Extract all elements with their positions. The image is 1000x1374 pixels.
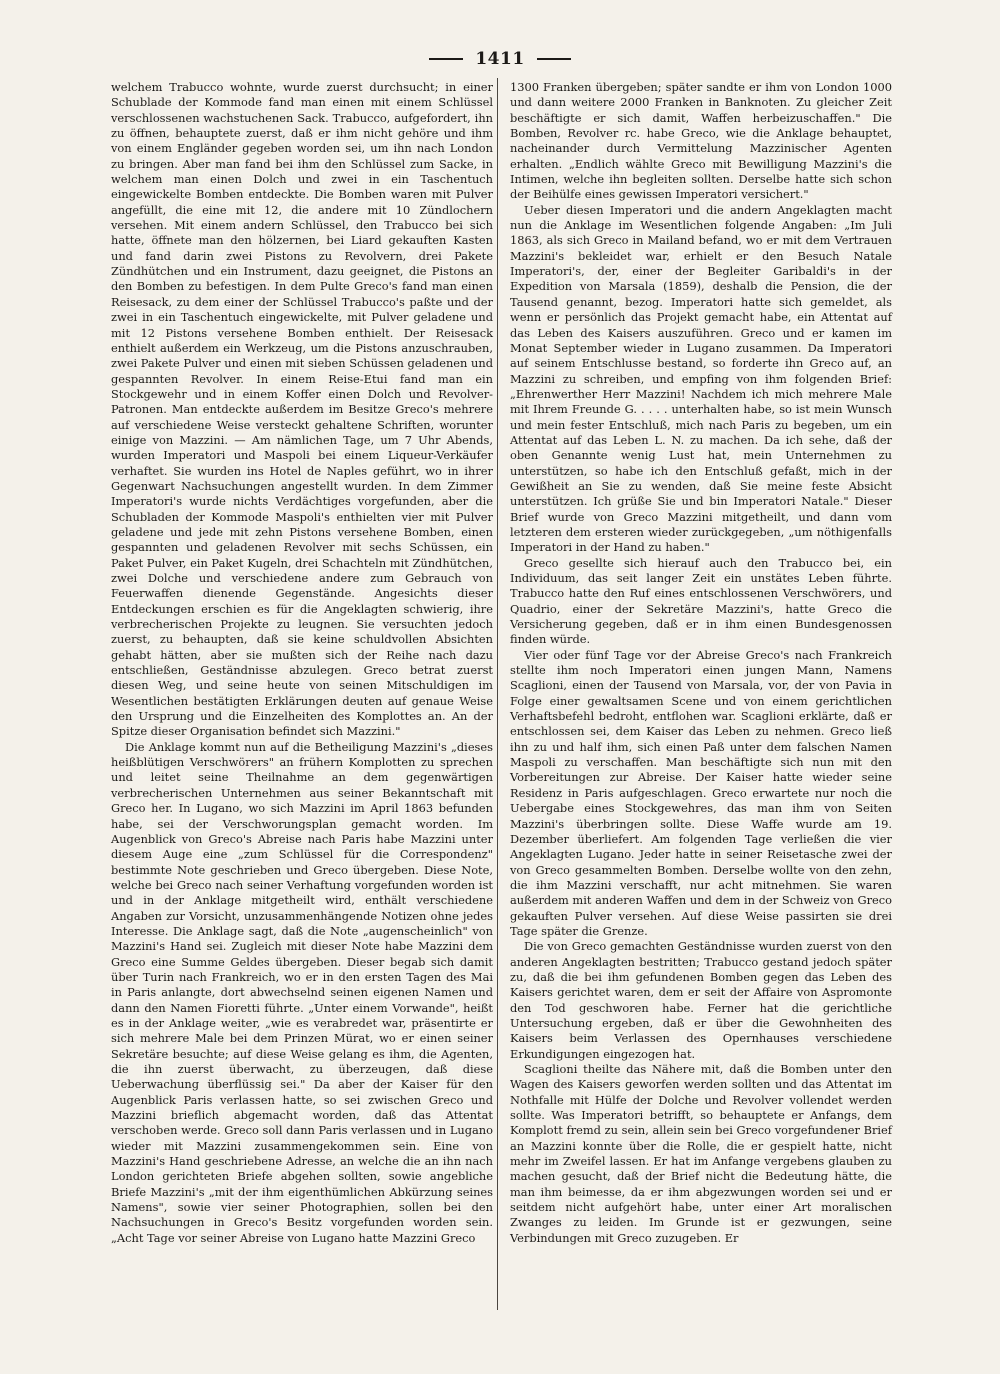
paragraph: Die Anklage kommt nun auf die Betheiligung Mazzini's „dieses heißblütigen Verschwörers" an frühern Komplotten zu sprechen und leitet seine Theilnahme an dem gegenwärtigen verbrecherischen Unternehmen aus seiner Bekanntschaft mit Greco her. In Lugano, wo sich Mazzini im April 1863 befunden habe, sei der Verschworungsplan gemacht worden. Im Augenblick von Greco's Abreise nach Paris habe Mazzini unter diesem Auge eine „zum Schlüssel für die Correspondenz" bestimmte Note geschrieben und Greco übergeben. Diese Note, welche bei Greco nach seiner Verhaftung vorgefunden worden ist und in der Anklage mitgetheilt wird, enthält verschiedene Angaben zur Vorsicht, unzusammenhängende Notizen ohne jedes Interesse. Die Anklage sagt, daß die Note „augenscheinlich" von Mazzini's Hand sei. Zugleich mit dieser Note habe Mazzini dem Greco eine Summe Geldes übergeben. Dieser begab sich damit über Turin nach Frankreich, wo er in den ersten Tagen des Mai in Paris anlangte, dort abwechselnd seinen eigenen Namen und dann den Namen Fioretti führte. „Unter einem Vorwande", heißt es in der Anklage weiter, „wie es verabredet war, präsentirte er sich mehrere Male bei dem Prinzen Mürat, wo er einen seiner Sekretäre besuchte; auf diese Weise gelang es ihm, die Agenten, die ihn zuerst überwacht, zu überzeugen, daß diese Ueberwachung überflüssig sei." Da aber der Kaiser für den Augenblick Paris verlassen hatte, so sei zwischen Greco und Mazzini brieflich abgemacht worden, daß das Attentat verschoben werde. Greco soll dann Paris verlassen und in Lugano wieder mit Mazzini zusammengekommen sein. Eine von Mazzini's Hand geschriebene Adresse, an welche die an ihn nach London gerichteten Briefe abgehen sollten, sowie angebliche Briefe Mazzini's „mit der ihm eigenthümlichen Abkürzung seines Namens", sowie vier seiner Photographien, sollen bei den Nachsuchungen in Greco's Besitz vorgefunden worden sein. „Acht Tage vor seiner Abreise von Lugano hatte Mazzini Greco [111,739,493,1245]
right-column [510,80,892,1246]
left-column [111,80,493,1246]
paragraph: Die von Greco gemachten Geständnisse wurden zuerst von den anderen Angeklagten bestritten; Trabucco gestand jedoch später zu, daß die bei ihm gefundenen Bomben gegen das Leben des Kaisers gerichtet waren, dem er seit der Affaire von Aspromonte den Tod geschworen habe. Ferner hat die gerichtliche Untersuchung ergeben, daß er über die Gewohnheiten des Kaisers beim Verlassen des Opernhauses verschiedene Erkundigungen eingezogen hat. [510,939,892,1061]
page-header [0,44,1000,74]
paragraph: Scaglioni theilte das Nähere mit, daß die Bomben unter den Wagen des Kaisers geworfen werden sollten und das Attentat im Nothfalle mit Hülfe der Dolche und Revolver vollendet werden sollte. Was Imperatori betrifft, so behauptete er Anfangs, dem Komplott fremd zu sein, allein sein bei Greco vorgefundener Brief an Mazzini konnte über die Rolle, die er gespielt hatte, nicht mehr im Zweifel lassen. Er hat im Anfange vergebens glauben zu machen gesucht, daß der Brief nicht die Bedeutung hätte, die man ihm beimesse, da er ihm abgezwungen worden sei und er seitdem nicht aufgehört habe, unter einer Art moralischen Zwanges zu leiden. Im Grunde ist er gezwungen, seine Verbindungen mit Greco zuzugeben. Er [510,1062,892,1245]
paragraph: Ueber diesen Imperatori und die andern Angeklagten macht nun die Anklage im Wesentlichen folgende Angaben: „Im Juli 1863, als sich Greco in Mailand befand, wo er mit dem Vertrauen Mazzini's bekleidet war, erhielt er den Besuch Natale Imperatori's, der, einer der Begleiter Garibaldi's in der Expedition von Marsala (1859), deshalb die Pension, die der Tausend genannt, bezog. Imperatori hatte sich gemeldet, als wenn er persönlich das Projekt gemacht habe, ein Attentat auf das Leben des Kaisers auszuführen. Greco und er kamen im Monat September wieder in Lugano zusammen. Da Imperatori auf seinem Entschlusse bestand, so forderte ihn Greco auf, an Mazzini zu schreiben, und empfing von ihm folgenden Brief: „Ehrenwerther Herr Mazzini! Nachdem ich mich mehrere Male mit Ihrem Freunde G. . . . . unterhalten habe, so ist mein Wunsch und mein fester Entschluß, mich nach Paris zu begeben, um ein Attentat auf das Leben L. N. zu machen. Da ich sehe, daß der oben Genannte wenig Lust hat, mein Unternehmen zu unterstützen, so habe ich den Entschluß gefaßt, mich in der Gewißheit an Sie zu wenden, daß Sie meine feste Absicht unterstützen. Ich grüße Sie und bin Imperatori Natale." Dieser Brief wurde von Greco Mazzini mitgetheilt, und dann vom letzteren dem ersteren wieder zurückgegeben, „um nöthigenfalls Imperatori in der Hand zu haben." [510,202,892,555]
paragraph: Greco gesellte sich hierauf auch den Trabucco bei, ein Individuum, das seit langer Zeit ein unstätes Leben führte. Trabucco hatte den Ruf eines entschlossenen Verschwörers, und Quadrio, einer der Sekretäre Mazzini's, hatte Greco die Versicherung gegeben, daß er in ihm einen Bundesgenossen finden würde. [510,555,892,647]
column-divider [497,78,498,1310]
page-number: 1411 [475,49,525,69]
paragraph: welchem Trabucco wohnte, wurde zuerst durchsucht; in einer Schublade der Kommode fand man einen mit einem Schlüssel verschlossenen wachstuchenen Sack. Trabucco, aufgefordert, ihn zu öffnen, behauptete zuerst, daß er ihm nicht gehöre und ihm von einem Engländer gegeben worden sei, um ihn nach London zu bringen. Aber man fand bei ihm den Schlüssel zum Sacke, in welchem man einen Dolch und zwei in ein Taschentuch eingewickelte Bomben entdeckte. Die Bomben waren mit Pulver angefüllt, die eine mit 12, die andere mit 10 Zündlochern versehen. Mit einem andern Schlüssel, den Trabucco bei sich hatte, öffnete man den hölzernen, bei Liard gekauften Kasten und fand darin zwei Pistons zu Revolvern, drei Pakete Zündhütchen und ein Instrument, dazu geeignet, die Pistons an den Bomben zu befestigen. In dem Pulte Greco's fand man einen Reisesack, zu dem einer der Schlüssel Trabucco's paßte und der zwei in ein Taschentuch eingewickelte, mit Pulver geladene und mit 12 Pistons versehene Bomben enthielt. Der Reisesack enthielt außerdem ein Werkzeug, um die Pistons anzuschrauben, zwei Pakete Pulver und einen mit sieben Schüssen geladenen und gespannten Revolver. In einem Reise-Etui fand man ein Stockgewehr und in einem Koffer einen Dolch und Revolver-Patronen. Man entdeckte außerdem im Besitze Greco's mehrere auf verschiedene Weise versteckt gehaltene Schriften, worunter einige von Mazzini. — Am nämlichen Tage, um 7 Uhr Abends, wurden Imperatori und Maspoli bei einem Liqueur-Verkäufer verhaftet. Sie wurden ins Hotel de Naples geführt, wo in ihrer Gegenwart Nachsuchungen angestellt wurden. In dem Zimmer Imperatori's wurde nichts Verdächtiges vorgefunden, aber die Schubladen der Kommode Maspoli's enthielten vier mit Pulver geladene und jede mit zehn Pistons versehene Bomben, einen gespannten und geladenen Revolver mit sechs Schüssen, ein Paket Pulver, ein Paket Kugeln, drei Schachteln mit Zündhütchen, zwei Dolche und verschiedene andere zum Gebrauch von Feuerwaffen dienende Gegenstände. Angesichts dieser Entdeckungen erschien es für die Angeklagten schwierig, ihre verbrecherischen Projekte zu leugnen. Sie versuchten jedoch zuerst, zu behaupten, daß sie keine schuldvollen Absichten gehabt hätten, aber sie mußten sich der Reihe nach dazu entschließen, Geständnisse abzulegen. Greco betrat zuerst diesen Weg, und seine heute von seinen Mitschuldigen im Wesentlichen bestätigten Erklärungen deuten auf genaue Weise den Ursprung und die Einzelheiten des Komplottes an. An der Spitze dieser Organisation befindet sich Mazzini." [111,80,493,739]
paragraph: Vier oder fünf Tage vor der Abreise Greco's nach Frankreich stellte ihm noch Imperatori einen jungen Mann, Namens Scaglioni, einen der Tausend von Marsala, vor, der von Pavia in Folge einer gewaltsamen Scene und von einem gerichtlichen Verhaftsbefehl bedroht, entflohen war. Scaglioni erklärte, daß er entschlossen sei, dem Kaiser das Leben zu nehmen. Greco ließ ihn zu und half ihm, sich einen Paß unter dem falschen Namen Maspoli zu verschaffen. Man beschäftigte sich nun mit den Vorbereitungen zur Abreise. Der Kaiser hatte wieder seine Residenz in Paris aufgeschlagen. Greco erwartete nur noch die Uebergabe eines Stockgewehres, das man ihm von Seiten Mazzini's überbringen sollte. Diese Waffe wurde am 19. Dezember überliefert. Am folgenden Tage verließen die vier Angeklagten Lugano. Jeder hatte in seiner Reisetasche zwei der von Greco gesammelten Bomben. Derselbe wollte von den zehn, die ihm Mazzini verschafft, nur acht mitnehmen. Sie waren außerdem mit anderen Waffen und dem in der Schweiz von Greco gekauften Pulver versehen. Auf diese Weise passirten sie drei Tage später die Grenze. [510,647,892,938]
header-rule-right [537,58,571,60]
header-rule-left [429,58,463,60]
paragraph: 1300 Franken übergeben; später sandte er ihm von London 1000 und dann weitere 2000 Franken in Banknoten. Zu gleicher Zeit beschäftigte er sich damit, Waffen herbeizuschaffen." Die Bomben, Revolver rc. habe Greco, wie die Anklage behauptet, nacheinander durch Vermittelung Mazzinischer Agenten erhalten. „Endlich wählte Greco mit Bewilligung Mazzini's die Intimen, welche ihn begleiten sollten. Derselbe hatte sich schon der Beihülfe eines gewissen Imperatori versichert." [510,80,892,202]
